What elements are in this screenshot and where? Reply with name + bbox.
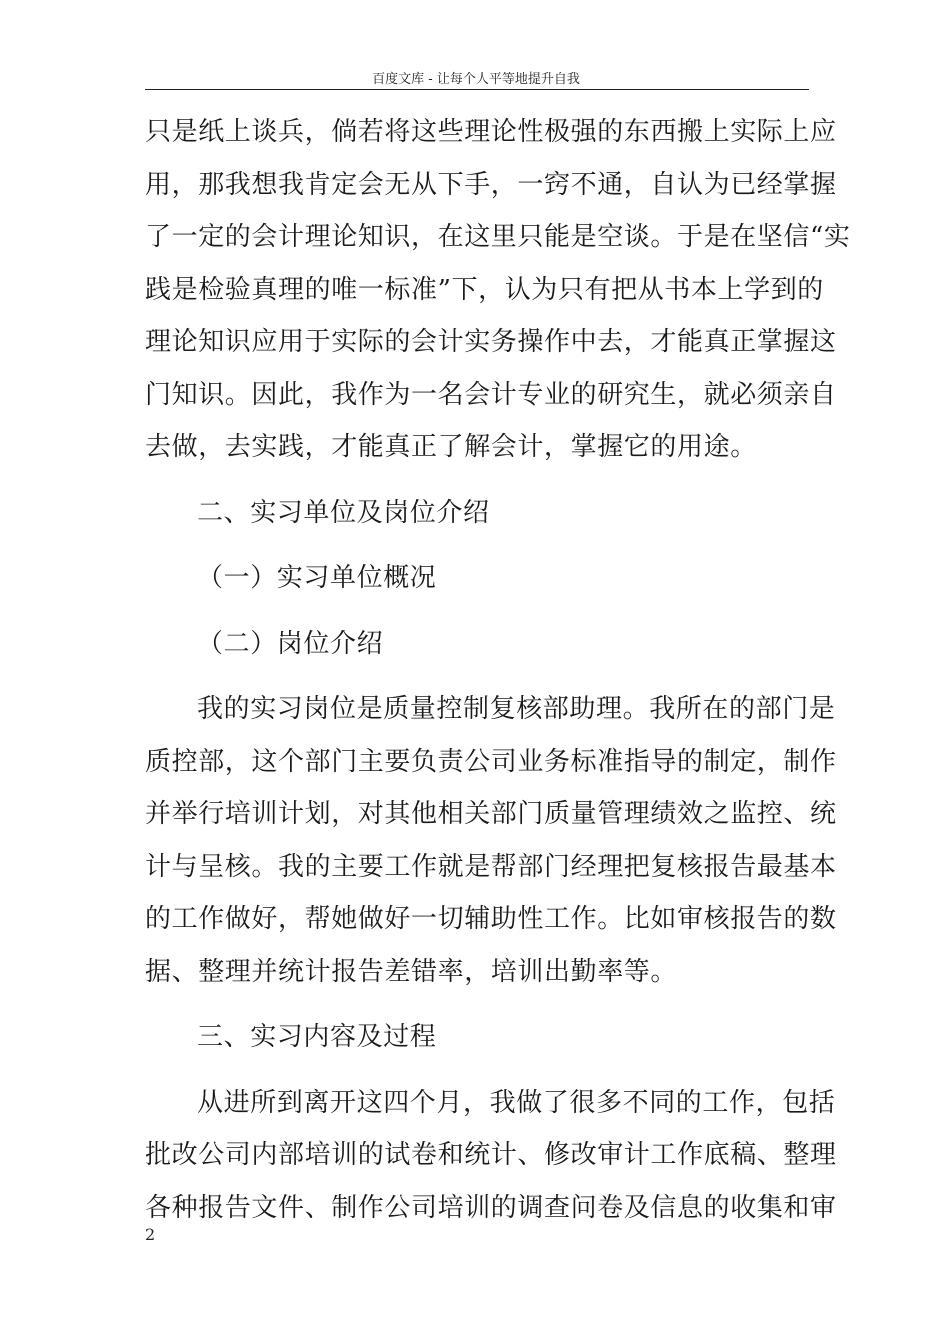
paragraph-line: 并举行培训计划，对其他相关部门质量管理绩效之监控、统	[145, 799, 837, 829]
paragraph-line: 质控部，这个部门主要负责公司业务标准指导的制定，制作	[145, 746, 837, 777]
section-heading: 二、实习单位及岗位介绍	[197, 497, 490, 528]
paragraph-line: 理论知识应用于实际的会计实务操作中去，才能真正掌握这	[145, 327, 837, 357]
section-heading: 三、实习内容及过程	[197, 1022, 437, 1052]
page-number: 2	[145, 1225, 156, 1244]
paragraph-line: 的工作做好，帮她做好一切辅助性工作。比如审核报告的数	[145, 904, 837, 934]
subsection-heading: （一）实习单位概况	[197, 563, 437, 593]
paragraph-line: 门知识。因此，我作为一名会计专业的研究生，就必须亲自	[145, 379, 837, 410]
paragraph-line: 计与呈核。我的主要工作就是帮部门经理把复核报告最基本	[145, 851, 837, 882]
paragraph-line: 了一定的会计理论知识，在这里只能是空谈。于是在坚信“实	[145, 222, 851, 252]
paragraph-line: 我的实习岗位是质量控制复核部助理。我所在的部门是	[197, 694, 836, 724]
subsection-heading: （二）岗位介绍	[197, 628, 384, 659]
paragraph-line: 从进所到离开这四个月，我做了很多不同的工作，包括	[197, 1087, 836, 1118]
paragraph-line: 践是检验真理的唯一标准”下，认为只有把从书本上学到的	[145, 274, 824, 305]
page-header: 百度文库 - 让每个人平等地提升自我	[372, 72, 580, 87]
header-divider	[145, 89, 809, 90]
paragraph-line: 用，那我想我肯定会无从下手，一窍不通，自认为已经掌握	[145, 169, 837, 200]
document-body	[145, 106, 851, 1234]
paragraph-line: 据、整理并统计报告差错率，培训出勤率等。	[145, 956, 678, 987]
paragraph-line: 去做，去实践，才能真正了解会计，掌握它的用途。	[145, 432, 757, 462]
paragraph-line: 只是纸上谈兵，倘若将这些理论性极强的东西搬上实际上应	[145, 117, 837, 147]
paragraph-line: 各种报告文件、制作公司培训的调查问卷及信息的收集和审	[145, 1192, 837, 1223]
paragraph-line: 批改公司内部培训的试卷和统计、修改审计工作底稿、整理	[145, 1140, 837, 1170]
